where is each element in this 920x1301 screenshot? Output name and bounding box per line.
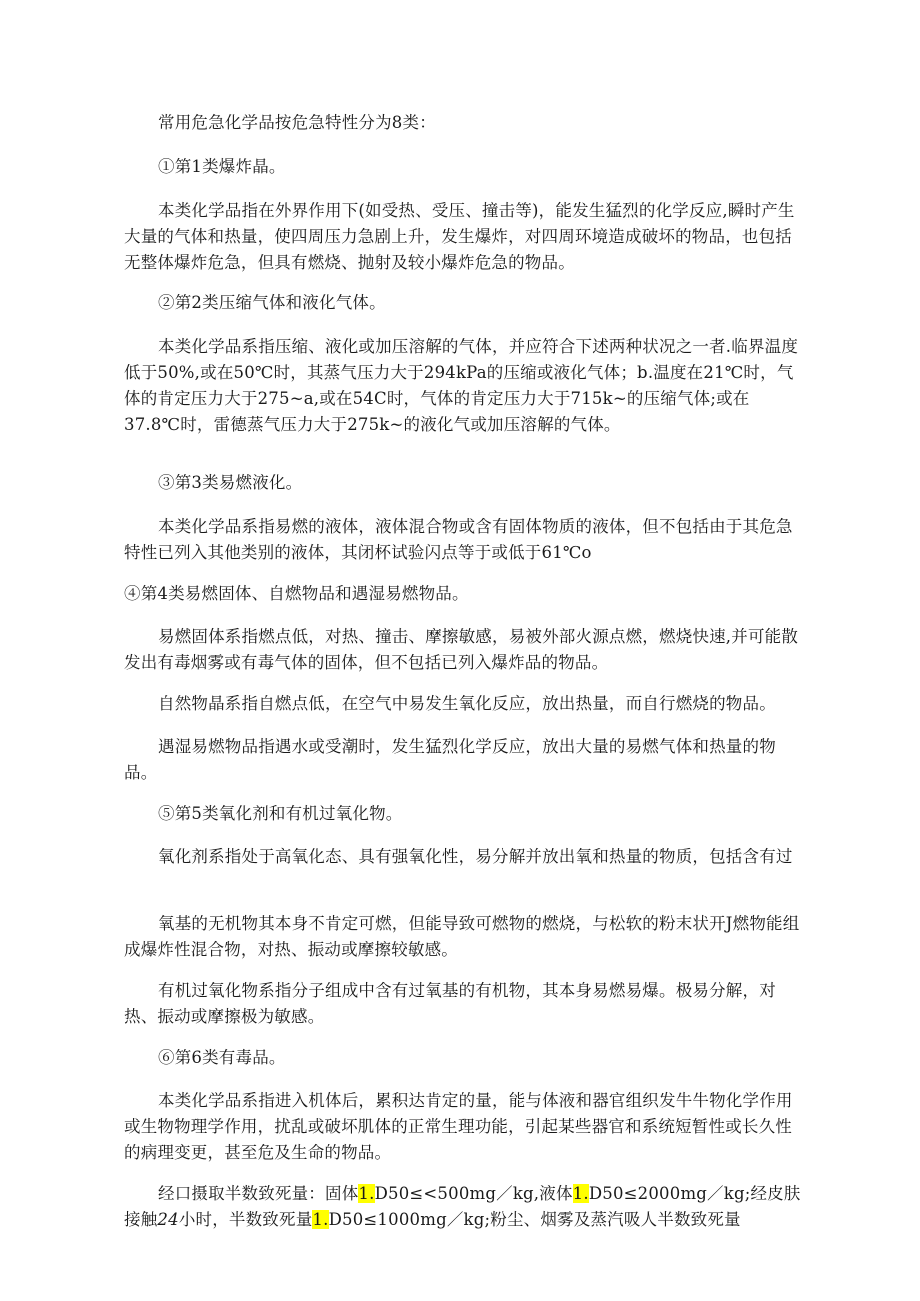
- class5-heading: ⑤第5类氧化剂和有机过氧化物。: [158, 804, 403, 823]
- ld50-hours-number: 24: [157, 1210, 179, 1229]
- ld50-text-2: D50≤<500mg／kg,液体: [374, 1184, 573, 1203]
- class5-oxidizer-part1: 氧化剂系指处于高氧化态、具有强氧化性，易分解并放出氧和热量的物质，包括含有过: [158, 847, 793, 866]
- class4-wet-danger: 遇湿易燃物品指遇水或受潮时，发生猛烈化学反应，放出大量的易燃气体和热量的物品。: [124, 737, 776, 782]
- class1-body: 本类化学品指在外界作用下(如受热、受压、撞击等)，能发生猛烈的化学反应,瞬时产生大量的气体和热量，使四周压力急剧上升，发生爆炸，对四周环境造成破坏的物品，也包括无整体爆炸危急，但具有燃烧、抛射及较小爆炸危急的物品。: [124, 201, 795, 272]
- ld50-text-6: D50≤1000mg／kg;粉尘、烟雾及蒸汽吸人半数致死量: [328, 1210, 741, 1229]
- class4-spontaneous: 自然物晶系指自燃点低，在空气中易发生氧化反应，放出热量，而自行燃烧的物品。: [158, 694, 776, 713]
- ld50-highlight-2: 1.: [572, 1184, 589, 1203]
- class2-heading: ②第2类压缩气体和液化气体。: [158, 293, 386, 312]
- class3-body: 本类化学品系指易燃的液体，液体混合物或含有固体物质的液体，但不包括由于其危急特性已列入其他类别的液体，其闭杯试验闪点等于或低于61℃o: [124, 517, 793, 562]
- class1-heading: ①第1类爆炸晶。: [158, 157, 286, 176]
- class6-body: 本类化学品系指进入机体后，累积达肯定的量，能与体液和器官组织发牛牛物化学作用或生物物理学作用，扰乱或破坏肌体的正常生理功能，引起某些器官和系统短暂性或长久性的病理变更，甚至危及生命的物品。: [124, 1091, 793, 1162]
- class3-heading: ③第3类易燃液化。: [158, 473, 303, 492]
- ld50-text-1: 经口摄取半数致死量：固体: [158, 1184, 359, 1203]
- ld50-text-3: D50≤2000mg／kg;经皮肤接触: [124, 1184, 801, 1229]
- class5-oxidizer-part2: 氧基的无机物其本身不肯定可燃，但能导致可燃物的燃烧，与松软的粉末状开J燃物能组成爆炸性混合物，对热、振动或摩擦较敏感。: [124, 914, 800, 959]
- class5-organic-peroxide: 有机过氧化物系指分子组成中含有过氧基的有机物，其本身易燃易爆。极易分解，对热、振动或摩擦极为敏感。: [124, 981, 776, 1026]
- intro-paragraph: 常用危急化学品按危急特性分为8类：: [158, 113, 436, 132]
- ld50-text-5: 小时，半数致死量: [178, 1210, 313, 1229]
- ld50-highlight-3: 1.: [312, 1210, 329, 1229]
- class6-heading: ⑥第6类有毒品。: [158, 1048, 286, 1067]
- class4-flammable-solid: 易燃固体系指燃点低，对热、撞击、摩擦敏感，易被外部火源点燃，燃烧快速,并可能散发出有毒烟雾或有毒气体的固体，但不包括已列入爆炸品的物品。: [124, 627, 799, 672]
- class4-heading: ④第4类易燃固体、自燃物品和遇湿易燃物品。: [124, 584, 469, 603]
- ld50-highlight-1: 1.: [358, 1184, 375, 1203]
- class6-ld50-paragraph: [124, 1181, 804, 1233]
- class2-body: 本类化学品系指压缩、液化或加压溶解的气体，并应符合下述两种状况之一者.临界温度低于50%,或在50℃时，其蒸气压力大于294kPa的压缩或液化气体；b.温度在21℃时，气体的肯定压力大于275~a,或在54C时，气体的肯定压力大于715k~的压缩气体;或在37.8℃时，雷德蒸气压力大于275k~的液化气或加压溶解的气体。: [124, 337, 799, 434]
